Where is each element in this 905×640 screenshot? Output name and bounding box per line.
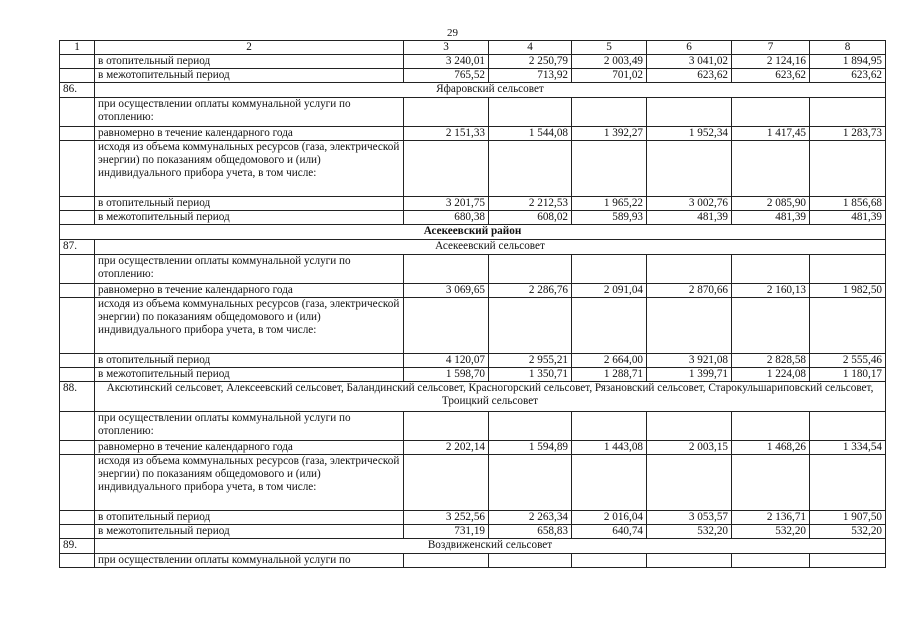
value-cell: 3 921,08 bbox=[647, 354, 732, 368]
row-label: исходя из объема коммунальных ресурсов (газа, электрической энергии) по показаниям общедомового и (или) индивидуального прибора учета, в том числе: bbox=[95, 298, 404, 354]
table-row bbox=[60, 298, 886, 354]
row-label: исходя из объема коммунальных ресурсов (газа, электрической энергии) по показаниям общедомового и (или) индивидуального прибора учета, в том числе: bbox=[95, 141, 404, 197]
empty-cell bbox=[489, 455, 572, 511]
table-row bbox=[60, 511, 886, 525]
empty-cell bbox=[810, 455, 886, 511]
empty-cell bbox=[404, 554, 489, 568]
row-label: в межотопительный период bbox=[95, 211, 404, 225]
empty-cell bbox=[489, 412, 572, 441]
value-cell: 608,02 bbox=[489, 211, 572, 225]
empty-cell bbox=[60, 197, 95, 211]
value-cell: 2 263,34 bbox=[489, 511, 572, 525]
section-title: Воздвиженский сельсовет bbox=[95, 539, 886, 554]
value-cell: 1 288,71 bbox=[572, 368, 647, 382]
empty-cell bbox=[647, 298, 732, 354]
table-row bbox=[60, 441, 886, 455]
empty-cell bbox=[60, 441, 95, 455]
empty-cell bbox=[489, 255, 572, 284]
empty-cell bbox=[60, 255, 95, 284]
empty-cell bbox=[60, 525, 95, 539]
empty-cell bbox=[572, 455, 647, 511]
value-cell: 623,62 bbox=[810, 69, 886, 83]
value-cell: 1 350,71 bbox=[489, 368, 572, 382]
empty-cell bbox=[732, 98, 810, 127]
empty-cell bbox=[60, 98, 95, 127]
row-label: в отопительный период bbox=[95, 511, 404, 525]
empty-cell bbox=[404, 455, 489, 511]
column-header: 4 bbox=[489, 41, 572, 55]
value-cell: 701,02 bbox=[572, 69, 647, 83]
value-cell: 2 124,16 bbox=[732, 55, 810, 69]
empty-cell bbox=[647, 98, 732, 127]
empty-cell bbox=[60, 412, 95, 441]
column-header: 1 bbox=[60, 41, 95, 55]
value-cell: 3 069,65 bbox=[404, 284, 489, 298]
table-row bbox=[60, 69, 886, 83]
row-label: при осуществлении оплаты коммунальной услуги по отоплению: bbox=[95, 98, 404, 127]
row-label: в межотопительный период bbox=[95, 368, 404, 382]
value-cell: 2 870,66 bbox=[647, 284, 732, 298]
row-label: при осуществлении оплаты коммунальной услуги по bbox=[95, 554, 404, 568]
row-label: исходя из объема коммунальных ресурсов (газа, электрической энергии) по показаниям общедомового и (или) индивидуального прибора учета, в том числе: bbox=[95, 455, 404, 511]
empty-cell bbox=[404, 255, 489, 284]
section-number: 87. bbox=[60, 240, 95, 255]
column-header: 7 bbox=[732, 41, 810, 55]
value-cell: 680,38 bbox=[404, 211, 489, 225]
table-row bbox=[60, 83, 886, 98]
value-cell: 1 894,95 bbox=[810, 55, 886, 69]
table-row bbox=[60, 211, 886, 225]
value-cell: 1 224,08 bbox=[732, 368, 810, 382]
value-cell: 2 160,13 bbox=[732, 284, 810, 298]
table-row bbox=[60, 225, 886, 240]
column-header: 6 bbox=[647, 41, 732, 55]
empty-cell bbox=[810, 412, 886, 441]
table-row bbox=[60, 368, 886, 382]
empty-cell bbox=[404, 141, 489, 197]
value-cell: 1 594,89 bbox=[489, 441, 572, 455]
empty-cell bbox=[572, 298, 647, 354]
value-cell: 1 334,54 bbox=[810, 441, 886, 455]
section-number: 89. bbox=[60, 539, 95, 554]
value-cell: 481,39 bbox=[810, 211, 886, 225]
column-header: 8 bbox=[810, 41, 886, 55]
value-cell: 4 120,07 bbox=[404, 354, 489, 368]
value-cell: 532,20 bbox=[810, 525, 886, 539]
table-row bbox=[60, 55, 886, 69]
empty-cell bbox=[572, 98, 647, 127]
value-cell: 3 240,01 bbox=[404, 55, 489, 69]
value-cell: 2 212,53 bbox=[489, 197, 572, 211]
value-cell: 2 555,46 bbox=[810, 354, 886, 368]
empty-cell bbox=[732, 412, 810, 441]
value-cell: 623,62 bbox=[732, 69, 810, 83]
table-row bbox=[60, 554, 886, 568]
table-row bbox=[60, 255, 886, 284]
value-cell: 658,83 bbox=[489, 525, 572, 539]
empty-cell bbox=[60, 455, 95, 511]
empty-cell bbox=[572, 141, 647, 197]
empty-cell bbox=[572, 412, 647, 441]
empty-cell bbox=[647, 141, 732, 197]
district-title: Асекеевский район bbox=[60, 225, 886, 240]
table-row bbox=[60, 455, 886, 511]
row-label: равномерно в течение календарного года bbox=[95, 127, 404, 141]
table-row bbox=[60, 127, 886, 141]
value-cell: 623,62 bbox=[647, 69, 732, 83]
value-cell: 532,20 bbox=[732, 525, 810, 539]
empty-cell bbox=[489, 554, 572, 568]
section-title: Яфаровский сельсовет bbox=[95, 83, 886, 98]
value-cell: 2 664,00 bbox=[572, 354, 647, 368]
empty-cell bbox=[810, 141, 886, 197]
value-cell: 1 283,73 bbox=[810, 127, 886, 141]
table-row bbox=[60, 525, 886, 539]
page-number: 29 bbox=[447, 27, 458, 39]
empty-cell bbox=[572, 554, 647, 568]
empty-cell bbox=[60, 298, 95, 354]
empty-cell bbox=[60, 368, 95, 382]
empty-cell bbox=[489, 141, 572, 197]
value-cell: 3 002,76 bbox=[647, 197, 732, 211]
value-cell: 765,52 bbox=[404, 69, 489, 83]
table-header-row bbox=[60, 41, 886, 55]
row-label: в отопительный период bbox=[95, 354, 404, 368]
empty-cell bbox=[810, 98, 886, 127]
tariff-table bbox=[59, 40, 886, 568]
row-label: равномерно в течение календарного года bbox=[95, 284, 404, 298]
row-label: в отопительный период bbox=[95, 197, 404, 211]
table-row bbox=[60, 539, 886, 554]
value-cell: 1 965,22 bbox=[572, 197, 647, 211]
row-label: при осуществлении оплаты коммунальной услуги по отоплению: bbox=[95, 412, 404, 441]
empty-cell bbox=[60, 284, 95, 298]
row-label: при осуществлении оплаты коммунальной услуги по отоплению: bbox=[95, 255, 404, 284]
empty-cell bbox=[60, 127, 95, 141]
section-title: Асекеевский сельсовет bbox=[95, 240, 886, 255]
value-cell: 2 955,21 bbox=[489, 354, 572, 368]
empty-cell bbox=[732, 255, 810, 284]
empty-cell bbox=[647, 455, 732, 511]
empty-cell bbox=[647, 255, 732, 284]
value-cell: 3 041,02 bbox=[647, 55, 732, 69]
section-number: 86. bbox=[60, 83, 95, 98]
value-cell: 2 828,58 bbox=[732, 354, 810, 368]
empty-cell bbox=[404, 412, 489, 441]
empty-cell bbox=[60, 55, 95, 69]
value-cell: 1 907,50 bbox=[810, 511, 886, 525]
empty-cell bbox=[60, 511, 95, 525]
empty-cell bbox=[810, 554, 886, 568]
value-cell: 3 201,75 bbox=[404, 197, 489, 211]
empty-cell bbox=[810, 255, 886, 284]
section-number: 88. bbox=[60, 382, 95, 412]
row-label: равномерно в течение календарного года bbox=[95, 441, 404, 455]
empty-cell bbox=[60, 69, 95, 83]
table-row bbox=[60, 240, 886, 255]
empty-cell bbox=[60, 554, 95, 568]
empty-cell bbox=[489, 298, 572, 354]
value-cell: 1 399,71 bbox=[647, 368, 732, 382]
empty-cell bbox=[732, 554, 810, 568]
empty-cell bbox=[732, 455, 810, 511]
empty-cell bbox=[572, 255, 647, 284]
value-cell: 589,93 bbox=[572, 211, 647, 225]
value-cell: 1 598,70 bbox=[404, 368, 489, 382]
value-cell: 3 053,57 bbox=[647, 511, 732, 525]
value-cell: 2 085,90 bbox=[732, 197, 810, 211]
value-cell: 2 202,14 bbox=[404, 441, 489, 455]
table-row bbox=[60, 141, 886, 197]
value-cell: 731,19 bbox=[404, 525, 489, 539]
column-header: 2 bbox=[95, 41, 404, 55]
table-row bbox=[60, 412, 886, 441]
empty-cell bbox=[810, 298, 886, 354]
row-label: в отопительный период bbox=[95, 55, 404, 69]
value-cell: 2 003,49 bbox=[572, 55, 647, 69]
value-cell: 2 016,04 bbox=[572, 511, 647, 525]
value-cell: 1 982,50 bbox=[810, 284, 886, 298]
value-cell: 1 544,08 bbox=[489, 127, 572, 141]
value-cell: 1 468,26 bbox=[732, 441, 810, 455]
table-row bbox=[60, 354, 886, 368]
value-cell: 2 091,04 bbox=[572, 284, 647, 298]
value-cell: 1 180,17 bbox=[810, 368, 886, 382]
value-cell: 1 443,08 bbox=[572, 441, 647, 455]
value-cell: 1 417,45 bbox=[732, 127, 810, 141]
empty-cell bbox=[647, 412, 732, 441]
empty-cell bbox=[60, 211, 95, 225]
value-cell: 481,39 bbox=[732, 211, 810, 225]
column-header: 5 bbox=[572, 41, 647, 55]
value-cell: 2 136,71 bbox=[732, 511, 810, 525]
table-row bbox=[60, 98, 886, 127]
value-cell: 2 151,33 bbox=[404, 127, 489, 141]
section-title: Аксютинский сельсовет, Алексеевский сельсовет, Баландинский сельсовет, Красногорский сельсовет, Рязановский сельсовет, Старокульшариповский сельсовет, Троицкий сельсовет bbox=[95, 382, 886, 412]
empty-cell bbox=[404, 298, 489, 354]
value-cell: 481,39 bbox=[647, 211, 732, 225]
empty-cell bbox=[732, 298, 810, 354]
empty-cell bbox=[647, 554, 732, 568]
value-cell: 640,74 bbox=[572, 525, 647, 539]
table-row bbox=[60, 197, 886, 211]
value-cell: 713,92 bbox=[489, 69, 572, 83]
value-cell: 1 952,34 bbox=[647, 127, 732, 141]
value-cell: 532,20 bbox=[647, 525, 732, 539]
empty-cell bbox=[732, 141, 810, 197]
row-label: в межотопительный период bbox=[95, 69, 404, 83]
value-cell: 2 286,76 bbox=[489, 284, 572, 298]
empty-cell bbox=[60, 141, 95, 197]
table-row bbox=[60, 382, 886, 412]
empty-cell bbox=[489, 98, 572, 127]
value-cell: 1 856,68 bbox=[810, 197, 886, 211]
value-cell: 3 252,56 bbox=[404, 511, 489, 525]
row-label: в межотопительный период bbox=[95, 525, 404, 539]
value-cell: 1 392,27 bbox=[572, 127, 647, 141]
column-header: 3 bbox=[404, 41, 489, 55]
table-row bbox=[60, 284, 886, 298]
empty-cell bbox=[404, 98, 489, 127]
empty-cell bbox=[60, 354, 95, 368]
value-cell: 2 003,15 bbox=[647, 441, 732, 455]
value-cell: 2 250,79 bbox=[489, 55, 572, 69]
